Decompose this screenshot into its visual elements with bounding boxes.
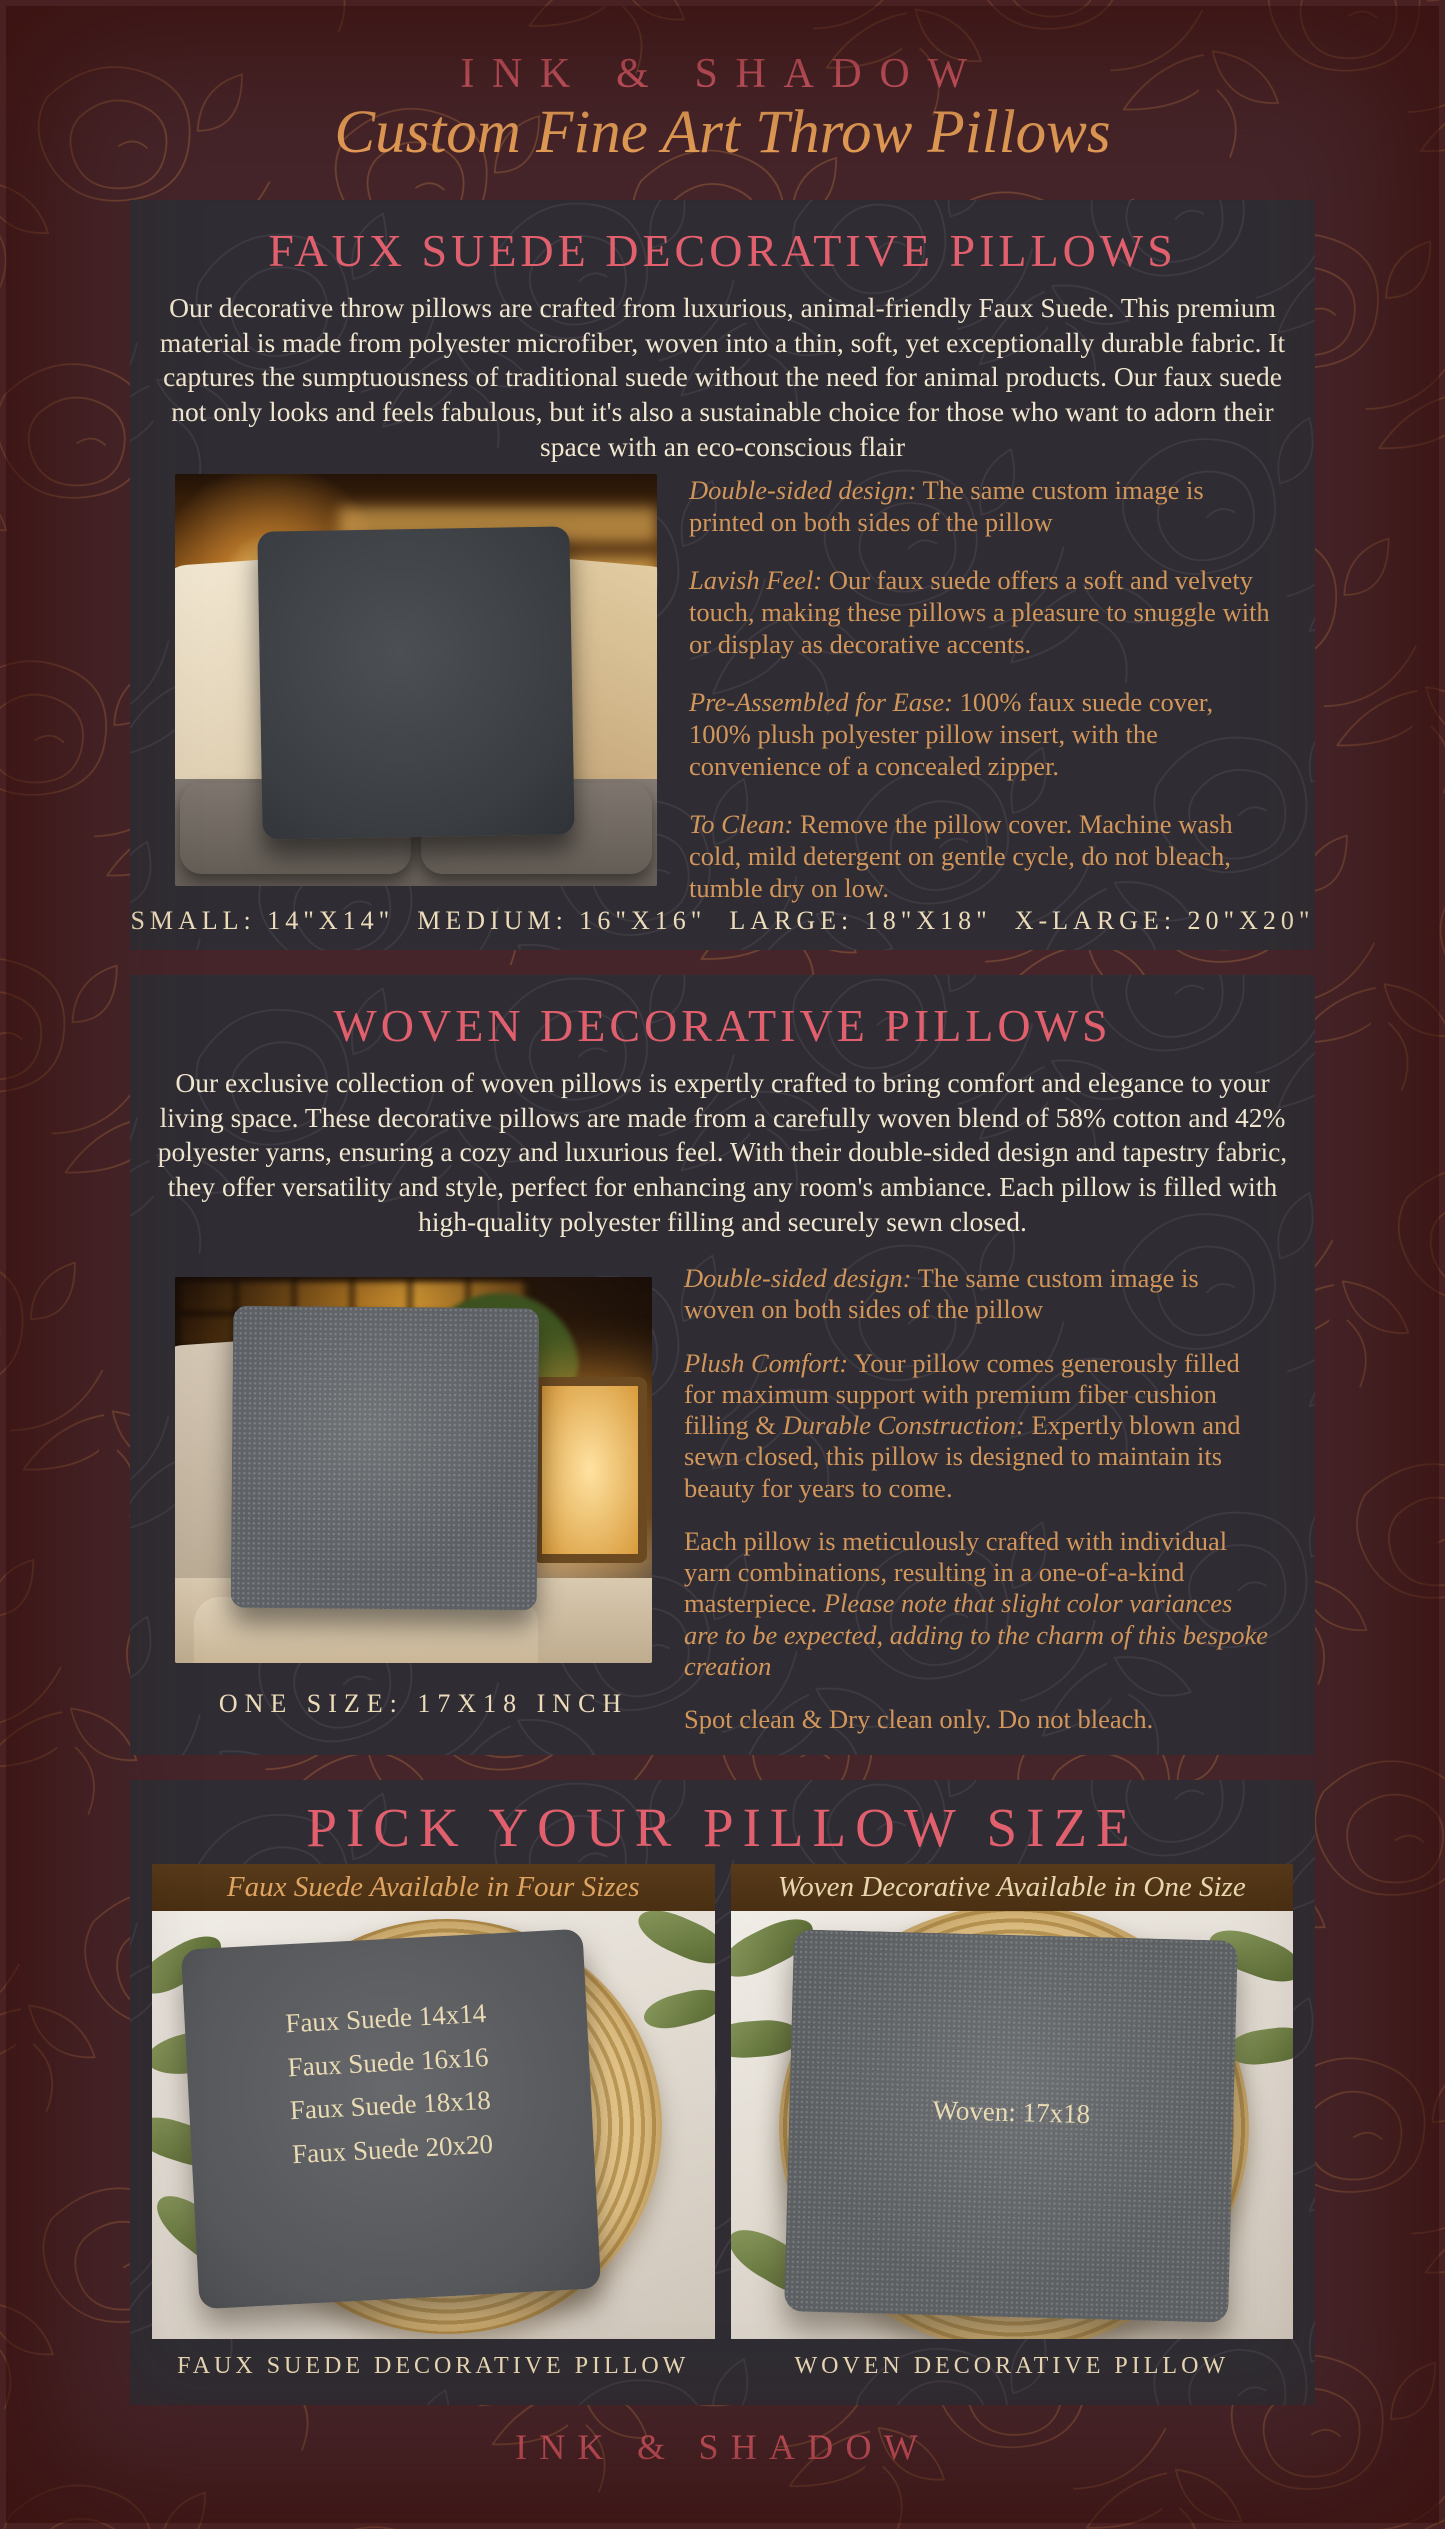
size-option: Faux Suede 18x18 — [289, 2085, 492, 2126]
size-option: Woven: 17x18 — [931, 2094, 1091, 2130]
woven-caption: WOVEN DECORATIVE PILLOW — [794, 2353, 1230, 2379]
woven-column-header: Woven Decorative Available in One Size — [731, 1864, 1294, 1911]
faux-suede-features — [689, 474, 1273, 905]
feature-lavish-feel: Lavish Feel: Our faux suede offers a soft and velvety touch, making these pillows a pleasure to snuggle with or display as decorative accents. — [689, 564, 1270, 660]
woven-pillow-mockup — [784, 1929, 1238, 2322]
size-option: Faux Suede 14x14 — [284, 1997, 487, 2039]
woven-features — [684, 1263, 1273, 1735]
faux-suede-section — [130, 200, 1315, 950]
feature-yarn-craft-note: Each pillow is meticulously crafted with individual yarn combinations, resulting in a one-of-a-kind masterpiece. Please note that slight color variances are to be expected, adding to the charm of this bespoke creation — [684, 1525, 1269, 1681]
feature-double-sided: Double-sided design: The same custom image is printed on both sides of the pillow — [689, 475, 1204, 538]
faux-suede-description: Our decorative throw pillows are crafted from luxurious, animal-friendly Faux Suede. This premium material is made from polyester microfiber, woven into a thin, soft, yet exceptionally durable fabric. It captures the sumptuousness of traditional suede without the need for animal products. Our faux suede not only looks and feels fabulous, but it's also a sustainable choice for those who want to adorn their space with an eco-conscious flair — [159, 292, 1286, 462]
woven-size-column — [731, 1864, 1294, 2380]
faux-suede-pillow-mockup — [257, 526, 574, 839]
footer-brand-name: INK & SHADOW — [515, 2427, 930, 2467]
lantern — [533, 1377, 647, 1563]
brand-name: INK & SHADOW — [460, 51, 985, 97]
woven-pillow-mockup — [231, 1306, 540, 1611]
faux-suede-sizes-line: SMALL: 14"X14" MEDIUM: 16"X16" LARGE: 18"X18" X-LARGE: 20"X20" — [130, 906, 1315, 935]
feature-care: Spot clean & Dry clean only. Do not bleach. — [684, 1704, 1154, 1735]
feature-plush-comfort-durable: Plush Comfort: Your pillow comes generously filled for maximum support with premium fiber cushion filling & Durable Construction: Expertly blown and sewn closed, this pillow is designed to maintain its beauty for years to come. — [684, 1347, 1241, 1503]
woven-description: Our exclusive collection of woven pillows is expertly crafted to bring comfort and elegance to your living space. These decorative pillows are made from a carefully woven blend of 58% cotton and 42% polyester yarns, ensuring a cozy and luxurious feel. With their double-sided design and tapestry fabric, they offer versatility and style, perfect for enhancing any room's ambiance. Each pillow is filled with high-quality polyester filling and securely sewn closed. — [157, 1067, 1288, 1237]
feature-pre-assembled: Pre-Assembled for Ease: 100% faux suede cover, 100% plush polyester pillow insert, with the convenience of a concealed zipper. — [689, 686, 1214, 782]
faux-suede-title: FAUX SUEDE DECORATIVE PILLOWS — [268, 225, 1177, 276]
faux-suede-size-list — [184, 1987, 595, 2183]
size-picker-section — [130, 1780, 1315, 2405]
size-option: Faux Suede 16x16 — [286, 2041, 490, 2083]
photo-woven-size — [731, 1911, 1294, 2339]
feature-double-sided: Double-sided design: The same custom image is woven on both sides of the pillow — [684, 1263, 1199, 1325]
photo-faux-suede-sizes — [152, 1911, 715, 2339]
woven-title: WOVEN DECORATIVE PILLOWS — [333, 1000, 1112, 1051]
faux-suede-pillow-mockup — [181, 1929, 601, 2310]
size-option: Faux Suede 20x20 — [291, 2128, 494, 2170]
woven-section — [130, 975, 1315, 1755]
faux-suede-column-header: Faux Suede Available in Four Sizes — [152, 1864, 715, 1911]
size-picker-title: PICK YOUR PILLOW SIZE — [306, 1797, 1139, 1858]
woven-size-list — [788, 2085, 1233, 2140]
feature-to-clean: To Clean: Remove the pillow cover. Machine wash cold, mild detergent on gentle cycle, do not bleach, tumble dry on low. — [689, 808, 1233, 904]
photo-faux-suede-lifestyle — [175, 474, 657, 886]
photo-woven-lifestyle — [175, 1277, 652, 1663]
faux-suede-size-column — [152, 1864, 715, 2380]
faux-suede-caption: FAUX SUEDE DECORATIVE PILLOW — [177, 2353, 690, 2379]
woven-size-line: ONE SIZE: 17X18 INCH — [218, 1689, 629, 1718]
brand-tagline: Custom Fine Art Throw Pillows — [334, 99, 1111, 166]
